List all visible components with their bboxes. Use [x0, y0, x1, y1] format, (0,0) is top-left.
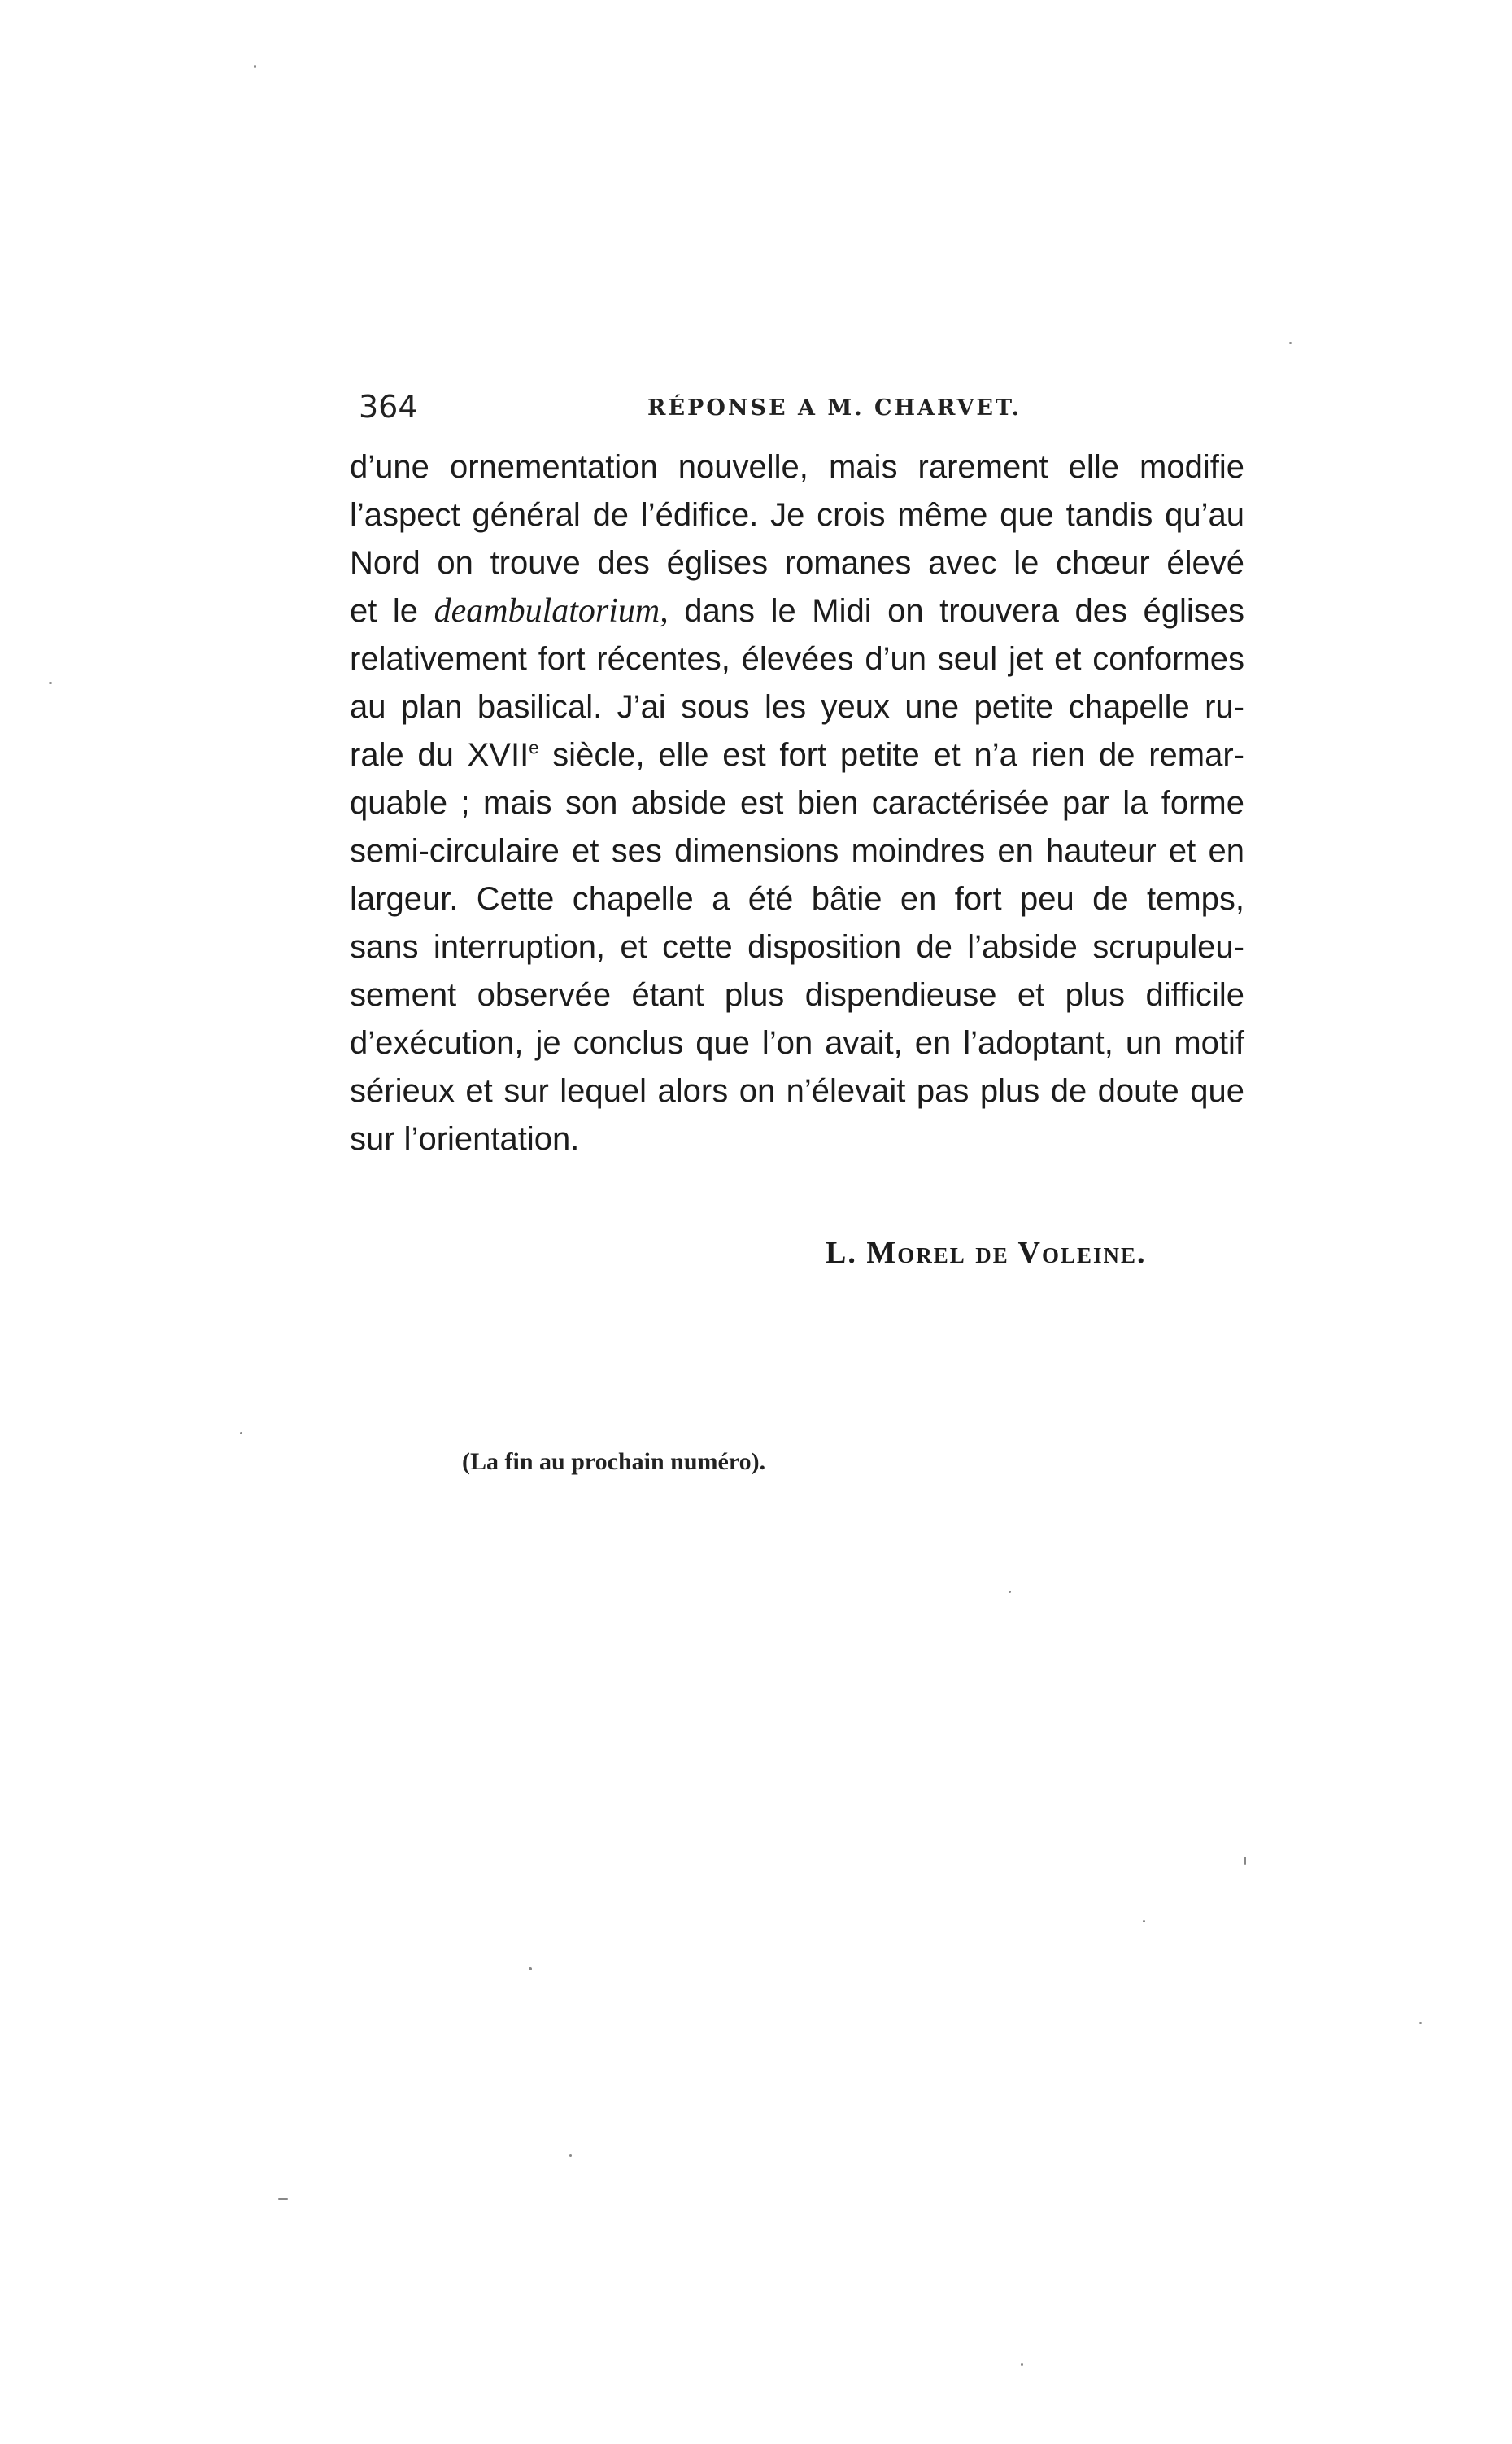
scan-speck	[1021, 2363, 1023, 2366]
text-fragment: dans le Midi on trouvera des églises	[668, 593, 1245, 629]
continuation-note: (La fin au prochain numéro).	[462, 1448, 766, 1475]
page-number: 364	[359, 389, 418, 425]
scan-speck	[49, 682, 52, 684]
scan-speck	[240, 1432, 242, 1434]
scan-speck	[1289, 342, 1292, 344]
running-title: RÉPONSE A M. CHARVET.	[647, 395, 1022, 421]
text-line: sans interruption, et cette disposition de l’abside scrupuleu-	[350, 929, 1244, 965]
text-line: Nord on trouve des églises romanes avec le chœur élevé	[350, 545, 1244, 581]
text-line: d’une ornementation nouvelle, mais rarement elle modifie	[350, 449, 1244, 485]
author-signature: L. Morel de Voleine.	[826, 1236, 1147, 1270]
scan-speck	[1009, 1591, 1011, 1593]
text-fragment: et le	[350, 593, 434, 629]
text-line: d’exécution, je conclus que l’on avait, en l’adoptant, un motif	[350, 1025, 1244, 1061]
superscript: e	[529, 737, 539, 758]
text-line: largeur. Cette chapelle a été bâtie en fort peu de temps,	[350, 881, 1244, 917]
scan-speck	[1419, 2022, 1422, 2024]
text-line: au plan basilical. J’ai sous les yeux une petite chapelle ru-	[350, 689, 1244, 725]
text-line	[350, 731, 1244, 779]
body-paragraph	[350, 443, 1244, 1163]
text-fragment: rale du XVII	[350, 737, 529, 773]
text-line: relativement fort récentes, élevées d’un seul jet et conformes	[350, 641, 1244, 677]
text-line: semi-circulaire et ses dimensions moindres en hauteur et en	[350, 833, 1244, 869]
text-line: l’aspect général de l’édifice. Je crois même que tandis qu’au	[350, 497, 1244, 533]
scan-speck	[278, 2198, 288, 2200]
running-head	[359, 389, 1237, 438]
scan-speck	[1143, 1920, 1145, 1922]
text-line	[350, 587, 1244, 635]
scan-speck	[254, 65, 256, 68]
scan-speck	[569, 2154, 572, 2157]
text-line: sement observée étant plus dispendieuse et plus difficile	[350, 977, 1244, 1013]
text-line: sur l’orientation.	[350, 1121, 580, 1157]
text-line: quable ; mais son abside est bien caractérisée par la forme	[350, 785, 1244, 821]
text-fragment: siècle, elle est fort petite et n’a rien de remar-	[538, 737, 1244, 773]
text-line: sérieux et sur lequel alors on n’élevait pas plus de doute que	[350, 1073, 1244, 1109]
scan-speck	[529, 1967, 532, 1970]
italic-term: deambulatorium,	[434, 592, 669, 630]
scan-speck	[1244, 1857, 1246, 1865]
